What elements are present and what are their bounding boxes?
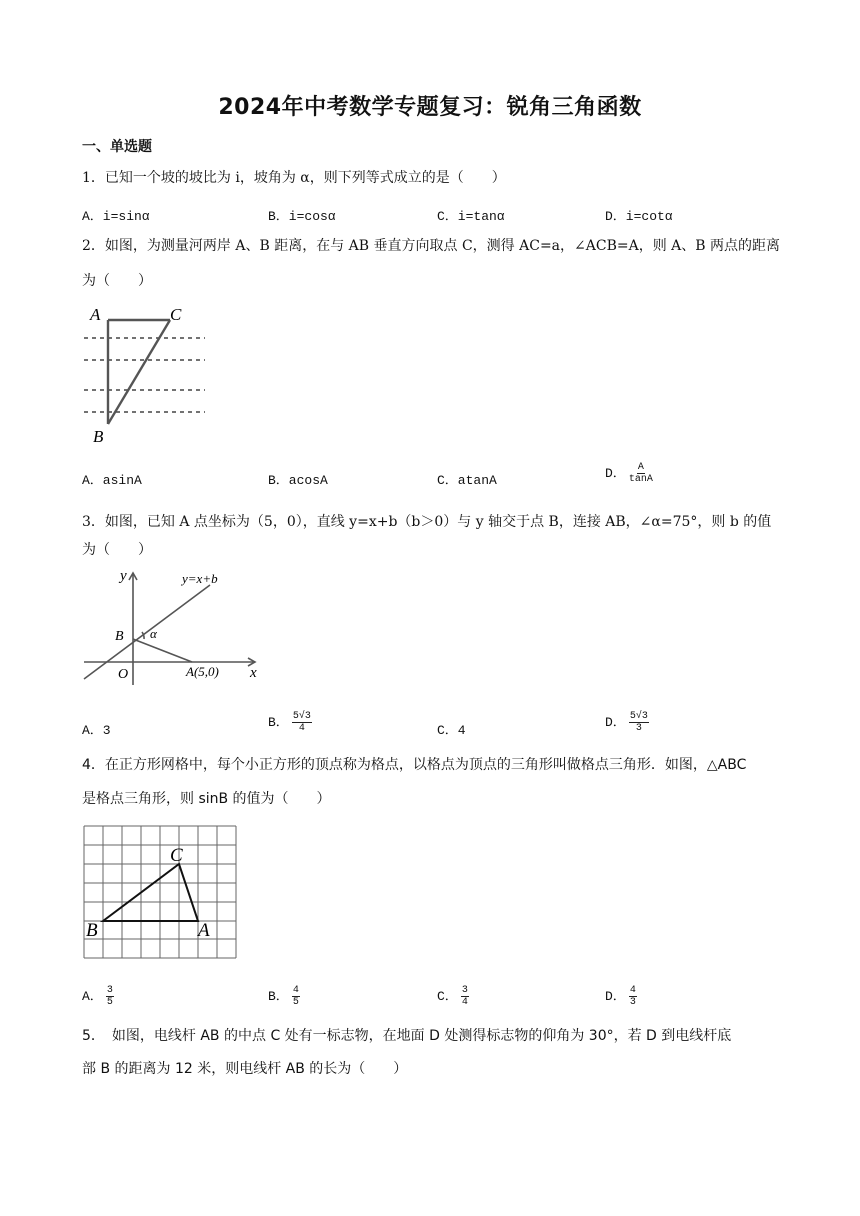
- fraction-denominator: 3: [629, 997, 636, 1009]
- point-c-label: C: [170, 845, 183, 866]
- question-3-stem-line2: 为（ ）: [82, 542, 152, 558]
- triangle-abc: [103, 864, 198, 921]
- fraction-numerator: A: [637, 462, 644, 474]
- fraction-denominator: 4: [461, 997, 468, 1009]
- fraction-numerator: 4: [629, 985, 636, 997]
- fraction-denominator: 5: [106, 997, 113, 1009]
- q4-option-b-prefix: B．: [268, 989, 289, 1004]
- fraction: [292, 985, 300, 1008]
- fraction-denominator: 4: [298, 723, 305, 735]
- q2-option-d[interactable]: [605, 462, 653, 485]
- y-axis-label: y: [120, 568, 127, 584]
- question-5-stem-line2: 部 B 的距离为 12 米，则电线杆 AB 的长为（ ）: [82, 1061, 408, 1077]
- q2-option-c[interactable]: C．atanA: [437, 473, 497, 488]
- q3-option-b-prefix: B．: [268, 715, 289, 730]
- fraction-numerator: 5√3: [292, 711, 311, 723]
- fraction-denominator: 3: [635, 723, 642, 735]
- q4-option-c[interactable]: [437, 985, 469, 1008]
- fraction-numerator: 5√3: [629, 711, 648, 723]
- point-a-label: A(5,0): [186, 664, 219, 679]
- question-4-stem-line2: 是格点三角形，则 sinB 的值为（ ）: [82, 791, 331, 807]
- q4-option-c-prefix: C．: [437, 989, 458, 1004]
- coordinate-figure: [80, 565, 270, 690]
- point-a-label: A: [90, 305, 101, 324]
- fraction-numerator: 3: [106, 985, 113, 997]
- q1-option-d[interactable]: D．i=cotα: [605, 209, 673, 224]
- fraction: [629, 462, 653, 485]
- section-heading: 一、单选题: [82, 139, 152, 155]
- q4-option-d[interactable]: [605, 985, 637, 1008]
- q2-option-d-prefix: D．: [605, 466, 626, 481]
- fraction: [629, 711, 649, 734]
- angle-alpha-label: α: [150, 626, 157, 641]
- q4-option-d-prefix: D．: [605, 989, 626, 1004]
- question-5-stem-line1: 5． 如图，电线杆 AB 的中点 C 处有一标志物，在地面 D 处测得标志物的仰角为 30°，若 D 到电线杆底: [82, 1028, 732, 1044]
- fraction: [106, 985, 114, 1008]
- line-equation-label: y=x+b: [182, 571, 218, 586]
- fraction-numerator: 4: [292, 985, 299, 997]
- fraction-denominator: tanA: [628, 474, 653, 486]
- page-title: 2024年中考数学专题复习：锐角三角函数: [218, 95, 642, 120]
- question-2-stem-line2: 为（ ）: [82, 273, 152, 289]
- fraction: [292, 711, 312, 734]
- grid-figure: [80, 822, 240, 962]
- point-b-label: B: [115, 629, 124, 644]
- q1-option-c[interactable]: C．i=tanα: [437, 209, 505, 224]
- origin-label: O: [118, 667, 129, 682]
- x-axis-label: x: [250, 665, 257, 681]
- fraction-denominator: 5: [292, 997, 299, 1009]
- point-b-label: B: [93, 427, 104, 446]
- q4-option-b[interactable]: [268, 985, 300, 1008]
- fraction: [629, 985, 637, 1008]
- q4-option-a[interactable]: [82, 985, 114, 1008]
- question-2-stem-line1: 2．如图，为测量河两岸 A、B 距离，在与 AB 垂直方向取点 C，测得 AC=a，∠ACB=A，则 A、B 两点的距离: [82, 238, 780, 254]
- river-figure: [80, 296, 220, 446]
- q2-option-b[interactable]: B．acosA: [268, 473, 328, 488]
- q2-option-a[interactable]: A．asinA: [82, 473, 142, 488]
- fraction: [461, 985, 469, 1008]
- question-4-stem-line1: 4．在正方形网格中，每个小正方形的顶点称为格点，以格点为顶点的三角形叫做格点三角形．如图，△ABC: [82, 757, 747, 773]
- point-a-label: A: [198, 920, 210, 941]
- question-1-stem: 1．已知一个坡的坡比为 i，坡角为 α，则下列等式成立的是（ ）: [82, 170, 506, 186]
- q1-option-a[interactable]: A．i=sinα: [82, 209, 150, 224]
- q4-option-a-prefix: A．: [82, 989, 103, 1004]
- q3-option-c[interactable]: C．4: [437, 723, 466, 738]
- point-c-label: C: [170, 305, 182, 324]
- question-3-stem-line1: 3．如图，已知 A 点坐标为（5，0），直线 y=x+b（b＞0）与 y 轴交于点 B，连接 AB，∠α=75°，则 b 的值: [82, 514, 772, 530]
- q3-option-b[interactable]: [268, 711, 312, 734]
- fraction-numerator: 3: [461, 985, 468, 997]
- q3-option-d-prefix: D．: [605, 715, 626, 730]
- q1-option-b[interactable]: B．i=cosα: [268, 209, 336, 224]
- point-b-label: B: [86, 920, 98, 941]
- q3-option-d[interactable]: [605, 711, 649, 734]
- q3-option-a[interactable]: A．3: [82, 723, 111, 738]
